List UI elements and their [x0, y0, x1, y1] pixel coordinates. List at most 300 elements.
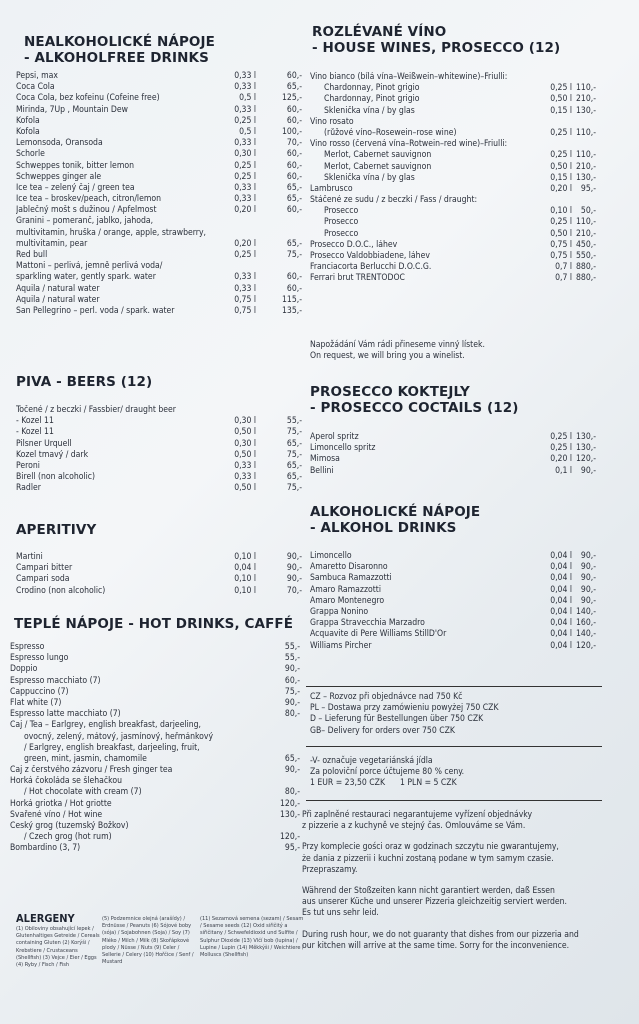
wine-item-volume: 0,50 l	[550, 94, 572, 105]
wine-item	[310, 83, 632, 94]
wine-item-price: 210,-	[576, 94, 596, 105]
nonalc-item-name: Kofola	[16, 115, 40, 126]
nonalc-item	[16, 284, 306, 295]
aperitif-item-name: Crodino (non alcoholic)	[16, 585, 106, 596]
beer-title: PIVA - BEERS (12)	[16, 374, 153, 390]
nonalc-item-name: Mirinda, 7Up , Mountain Dew	[16, 104, 128, 115]
hot-item-name: ovocný, zelený, mátový, jasmínový, heřmánkový	[24, 731, 214, 742]
alcohol-item-volume: 0,04 l	[550, 573, 572, 584]
prosecco-item-price: 90,-	[580, 465, 596, 476]
alcohol-item-volume: 0,04 l	[550, 618, 572, 629]
beer-item-name: Radler	[16, 483, 41, 494]
alcohol-item-volume: 0,04 l	[550, 551, 572, 561]
nonalc-item-name: Coca Cola, bez kofeinu (Cofeine free)	[16, 93, 160, 104]
beer-item-name: Birell (non alcoholic)	[16, 472, 96, 483]
alcohol-item	[310, 562, 632, 573]
wine-item-name: Lambrusco	[310, 183, 353, 194]
nonalc-item-price: 65,-	[286, 182, 302, 193]
nonalc-item-volume: 0,25 l	[234, 160, 256, 171]
hot-item-name: / Earlgrey, english breakfast, darjeeling, fruit,	[24, 742, 200, 753]
nonalc-item	[16, 71, 306, 82]
prosecco-item-price: 120,-	[576, 454, 596, 465]
nonalc-item	[16, 93, 306, 104]
nonalc-item-name: multivitamin, hruška / orange, apple, strawberry,	[16, 227, 207, 238]
alcohol-item-price: 140,-	[576, 606, 596, 617]
wine-item-volume: 0,7 l	[555, 273, 572, 284]
wine-title-line1: ROZLÉVANÉ VÍNO	[312, 24, 447, 40]
rush-hour-note-line: z pizzerie a z kuchyně ve stejný čas. Omlouváme se Vám.	[302, 821, 526, 832]
wine-item-volume: 0,25 l	[550, 150, 572, 161]
hot-item-name: Český grog (tuzemský Božkov)	[10, 821, 129, 831]
wine-item	[310, 139, 632, 150]
hot-item-name: Cappuccino (7)	[10, 686, 69, 697]
nonalc-item-name: Red bull	[16, 250, 48, 260]
allergens	[16, 912, 316, 969]
allergens-col3: (11) Sezamová semena (sezam) / Sesam / Sesame seeds (12) Oxid siřičitý a siřičitany / Schwefeldioxid und Sulfite / Sulphur Dioxide (13) Vlčí bob (lupina) / Lupine / Lupin (14) Měkkýši / Weichtiere / Molluscs (Shellfish)	[200, 916, 304, 959]
beer-item-volume: 0,50 l	[234, 483, 256, 494]
wine-item-price: 110,-	[576, 150, 596, 161]
hot-item	[10, 810, 304, 821]
hot-item	[10, 776, 304, 787]
beer-item-volume: 0,33 l	[234, 460, 256, 471]
nonalc-item	[16, 228, 306, 239]
wine-item-price: 95,-	[580, 183, 596, 194]
alcohol-item-price: 90,-	[580, 562, 596, 573]
hot-item-price: 80,-	[284, 709, 300, 720]
nonalc-item-name: Lemonsoda, Oransoda	[16, 138, 103, 149]
aperitif-title: APERITIVY	[16, 522, 97, 538]
nonalc-item	[16, 205, 306, 216]
wine-item-name: Vino rosso (červená vína–Rotwein–red wine)–Friulli:	[310, 139, 508, 150]
wine-item	[310, 184, 632, 195]
beer-item-name: Kozel tmavý / dark	[16, 449, 89, 460]
nonalc-item-name: Aquila / natural water	[16, 283, 100, 294]
nonalc-item	[16, 138, 306, 149]
aperitif-item-name: Martini	[16, 552, 43, 562]
hot-item-price: 75,-	[284, 686, 300, 697]
nonalc-item-name: Mattoni – perlivá, jemně perlivá voda/	[16, 261, 163, 272]
hot-item-name: Espresso macchiato (7)	[10, 675, 101, 686]
nonalc-item-name: Kofola	[16, 126, 40, 137]
aperitif-item-volume: 0,10 l	[234, 552, 256, 562]
wine-item-name: Chardonnay, Pinot grigio	[324, 83, 420, 94]
alcohol-item-volume: 0,04 l	[550, 584, 572, 595]
vegetarian-line: -V- označuje vegetariánská jídla	[310, 756, 433, 766]
hot-item-name: Horká griotka / Hot griotte	[10, 798, 112, 809]
allergens-title: ALERGENY	[16, 912, 75, 925]
wine-item-price: 110,-	[576, 127, 596, 138]
nonalc-item-volume: 0,25 l	[234, 250, 256, 260]
alcohol-item-volume: 0,04 l	[550, 640, 572, 651]
alcohol-item-price: 160,-	[576, 618, 596, 629]
nonalc-item	[16, 149, 306, 160]
wine-item-name: Ferrari brut TRENTODOC	[310, 273, 405, 284]
rush-hour-note-line: aus unserer Küche und unserer Pizzeria gleichzeitig serviert werden.	[302, 897, 567, 908]
alcohol-item	[310, 585, 632, 596]
alcohol-item-volume: 0,04 l	[550, 606, 572, 617]
prosecco-item	[310, 454, 632, 465]
nonalc-item-name: Aquila / natural water	[16, 294, 100, 305]
nonalc-item-price: 100,-	[282, 126, 302, 137]
nonalc-item-price: 70,-	[286, 138, 302, 149]
aperitif-item-name: Campari bitter	[16, 563, 73, 574]
aperitif-item-price: 90,-	[286, 574, 302, 585]
wine-item-volume: 0,75 l	[550, 251, 572, 261]
wine-item-price: 50,-	[580, 206, 596, 217]
beer-item-name: Peroni	[16, 460, 40, 471]
nonalc-item-volume: 0,25 l	[234, 115, 256, 126]
rush-hour-note-line: Przepraszamy.	[302, 864, 358, 875]
winelist-note	[310, 340, 485, 362]
delivery-info	[310, 692, 499, 737]
rush-hour-note	[302, 842, 612, 876]
aperitif-item-price: 70,-	[286, 585, 302, 596]
hot-item	[10, 743, 304, 754]
wine-item-volume: 0,15 l	[550, 172, 572, 183]
exchange-rates	[310, 778, 590, 789]
prosecco-title-line1: PROSECCO KOKTEJLY	[310, 384, 470, 400]
nonalc-item-price: 60,-	[286, 272, 302, 283]
wine-item-name: (růžové víno–Rosewein–rose wine)	[324, 127, 457, 138]
wine-item-price: 450,-	[576, 239, 596, 250]
prosecco-item-volume: 0,25 l	[550, 432, 572, 442]
wine-item-name: Franciacorta Berlucchi D.O.C.G.	[310, 262, 432, 273]
prosecco-title-line2: - PROSECCO COCTAILS (12)	[310, 400, 519, 416]
rush-hour-note-line: że dania z pizzerii i kuchni zostaną podane w tym samym czasie.	[302, 853, 554, 864]
nonalc-item	[16, 172, 306, 183]
wine-item	[310, 128, 632, 139]
hot-item-price: 80,-	[284, 787, 300, 798]
nonalc-item-price: 60,-	[286, 160, 302, 171]
nonalc-item	[16, 295, 306, 306]
hot-item-price: 55,-	[284, 653, 300, 664]
alcohol-title	[310, 504, 480, 536]
wine-item	[310, 195, 632, 206]
nonalc-item-volume: 0,33 l	[234, 182, 256, 193]
wine-item	[310, 94, 632, 105]
prosecco-item	[310, 443, 632, 454]
beer-item-name: Točené / z beczki / Fassbier/ draught beer	[16, 405, 176, 415]
wine-item	[310, 229, 632, 240]
nonalc-item-price: 115,-	[282, 294, 302, 305]
alcohol-item-price: 90,-	[580, 595, 596, 606]
hot-item	[10, 720, 304, 731]
prosecco-list	[310, 432, 632, 477]
wine-item-name: Prosecco Valdobbiadene, láhev	[310, 251, 430, 261]
wine-item-name: Sklenička vína / by glas	[324, 105, 415, 116]
wine-item	[310, 273, 632, 284]
hot-item	[10, 664, 304, 675]
wine-item-volume: 0,25 l	[550, 217, 572, 228]
wine-item	[310, 206, 632, 217]
hot-item-price: 130,-	[280, 809, 300, 820]
nonalc-item-price: 125,-	[282, 93, 302, 104]
nonalc-item-price: 65,-	[286, 82, 302, 93]
nonalc-item-price: 60,-	[286, 205, 302, 216]
nonalc-item	[16, 272, 306, 283]
aperitif-item-name: Campari soda	[16, 574, 70, 585]
wine-item	[310, 106, 632, 117]
alcohol-item-name: Amaretto Disaronno	[310, 562, 388, 573]
hot-item-name: Doppio	[10, 664, 38, 675]
hot-item	[10, 732, 304, 743]
aperitif-item-volume: 0,04 l	[234, 563, 256, 574]
alcohol-item-name: Grappa Stravecchia Marzadro	[310, 618, 425, 629]
nonalc-title-line1: NEALKOHOLICKÉ NÁPOJE	[24, 34, 215, 50]
hot-item-price: 55,-	[284, 642, 300, 652]
nonalc-item-price: 75,-	[286, 250, 302, 260]
wine-item-volume: 0,50 l	[550, 228, 572, 239]
wine-item-price: 550,-	[576, 251, 596, 261]
nonalc-item-volume: 0,33 l	[234, 82, 256, 93]
rush-hour-note	[302, 810, 612, 832]
rush-hour-note-line: Es tut uns sehr leid.	[302, 908, 379, 919]
prosecco-item-volume: 0,20 l	[550, 454, 572, 465]
hot-item	[10, 698, 304, 709]
hot-item-price: 60,-	[284, 675, 300, 686]
nonalc-item-name: Pepsi, max	[16, 71, 58, 81]
hot-drinks-list	[10, 642, 304, 855]
nonalc-item	[16, 82, 306, 93]
rush-hour-note	[302, 886, 612, 920]
nonalc-item-name: Ice tea – zelený čaj / green tea	[16, 182, 135, 193]
wine-item	[310, 251, 632, 262]
nonalc-item-volume: 0,33 l	[234, 283, 256, 294]
alcohol-item-volume: 0,04 l	[550, 562, 572, 573]
nonalc-item	[16, 183, 306, 194]
nonalc-item-volume: 0,30 l	[234, 149, 256, 160]
alcohol-item	[310, 618, 632, 629]
prosecco-item-price: 130,-	[576, 443, 596, 454]
hot-item-name: Svařené víno / Hot wine	[10, 809, 103, 820]
alcohol-title-line1: ALKOHOLICKÉ NÁPOJE	[310, 504, 481, 520]
prosecco-item	[310, 466, 632, 477]
nonalc-item-name: multivitamin, pear	[16, 238, 88, 249]
rush-hour-note-line: Při zaplněné restauraci negarantujeme vyřízení objednávky	[302, 810, 533, 820]
beer-item-volume: 0,50 l	[234, 427, 256, 438]
prosecco-item-name: Aperol spritz	[310, 432, 359, 442]
hot-item-name: Čaj / Tea – Earlgrey, english breakfast, darjeeling,	[10, 720, 202, 731]
prosecco-item-name: Bellini	[310, 465, 334, 476]
alcohol-item	[310, 641, 632, 652]
delivery-line: PL – Dostawa przy zamówieniu powyżej 750 CZK	[310, 703, 499, 714]
beer-item-price: 65,-	[286, 438, 302, 449]
wine-item-price: 130,-	[576, 105, 596, 116]
wine-item-volume: 0,10 l	[550, 206, 572, 217]
beer-item-price: 75,-	[286, 427, 302, 438]
alcohol-item-price: 90,-	[580, 584, 596, 595]
aperitif-item	[16, 563, 306, 574]
alcohol-item-price: 90,-	[580, 573, 596, 584]
wine-item-name: Stáčené ze sudu / z beczki / Fass / draught:	[310, 195, 478, 206]
nonalc-item-volume: 0,20 l	[234, 205, 256, 216]
divider-2	[306, 746, 602, 747]
hot-item-name: Espresso latte macchiato (7)	[10, 709, 121, 720]
wine-list	[310, 72, 632, 285]
hot-drinks-title: TEPLÉ NÁPOJE - HOT DRINKS, CAFFÉ	[14, 616, 294, 632]
nonalc-title-line2: - ALKOHOLFREE DRINKS	[24, 50, 209, 66]
hot-item-name: / Czech grog (hot rum)	[24, 832, 112, 843]
prosecco-item	[310, 432, 632, 443]
nonalc-item-price: 60,-	[286, 71, 302, 81]
beer-item-price: 75,-	[286, 483, 302, 494]
wine-item-price: 880,-	[576, 273, 596, 284]
nonalc-item-price: 60,-	[286, 104, 302, 115]
wine-item	[310, 117, 632, 128]
delivery-line: GB– Delivery for orders over 750 CZK	[310, 725, 455, 736]
nonalc-item-price: 60,-	[286, 171, 302, 182]
wine-title	[312, 24, 560, 56]
nonalc-item-volume: 0,33 l	[234, 104, 256, 115]
aperitif-item	[16, 574, 306, 585]
prosecco-item-name: Limoncello spritz	[310, 443, 376, 454]
nonalc-item-volume: 0,75 l	[234, 305, 256, 316]
winelist-note-cz: Napožádání Vám rádi přineseme vinný lístek.	[310, 340, 485, 350]
hot-item-price: 65,-	[284, 753, 300, 764]
hot-item	[10, 653, 304, 664]
beer-item-volume: 0,33 l	[234, 472, 256, 483]
alcohol-item	[310, 573, 632, 584]
nonalc-item	[16, 216, 306, 227]
hot-item	[10, 787, 304, 798]
nonalc-item-name: Coca Cola	[16, 82, 55, 93]
aperitif-item	[16, 586, 306, 597]
rush-hour-note-line: our kitchen will arrive at the same time. Sorry for the inconvenience.	[302, 940, 570, 951]
wine-item-volume: 0,25 l	[550, 127, 572, 138]
beer-item-name: Pilsner Urquell	[16, 438, 72, 449]
wine-item	[310, 262, 632, 273]
beer-item	[16, 483, 306, 494]
delivery-line: D – Lieferung für Bestellungen über 750 CZK	[310, 714, 484, 725]
rush-hour-note	[302, 930, 612, 952]
nonalc-item-name: sparkling water, gently spark. water	[16, 272, 156, 283]
delivery-line: CZ – Rozvoz při objednávce nad 750 Kč	[310, 692, 463, 702]
wine-item-name: Vino rosato	[310, 116, 354, 127]
hot-item	[10, 843, 304, 854]
beer-item-volume: 0,50 l	[234, 449, 256, 460]
alcohol-item-name: Acquavite di Pere Williams StillD'Or	[310, 629, 447, 640]
wine-item-volume: 0,7 l	[555, 262, 572, 273]
wine-item-name: Vino bianco (bílá vína–Weißwein–whitewine)–Friulli:	[310, 72, 508, 82]
nonalc-item	[16, 127, 306, 138]
wine-item-price: 210,-	[576, 161, 596, 172]
beer-item-name: - Kozel 11	[16, 427, 54, 438]
wine-item-price: 210,-	[576, 228, 596, 239]
wine-item-name: Merlot, Cabernet sauvignon	[324, 161, 432, 172]
hot-item-name: Horká čokoláda se šlehačkou	[10, 776, 122, 787]
beer-item	[16, 450, 306, 461]
allergens-col1: (1) Obiloviny obsahující lepek / Glutenhaltiges Getreide / Cereals containing Gluten (2) Korýši / Krebstiere / Crustaceans (Shellfish) (3) Vejce / Eier / Eggs (4) Ryby / Fisch / Fish	[16, 926, 100, 969]
alcohol-item-price: 90,-	[580, 551, 596, 561]
wine-item-name: Prosecco	[324, 217, 359, 228]
nonalc-item-name: Granini – pomeranč, jablko, jahoda,	[16, 216, 154, 227]
nonalc-item-price: 60,-	[286, 149, 302, 160]
beer-item	[16, 416, 306, 427]
nonalc-item	[16, 194, 306, 205]
alcohol-item-name: Limoncello	[310, 551, 352, 561]
hot-item	[10, 754, 304, 765]
vegetarian-info	[310, 756, 464, 778]
beer-item-volume: 0,30 l	[234, 438, 256, 449]
wine-item-name: Merlot, Cabernet sauvignon	[324, 150, 432, 161]
beer-item	[16, 439, 306, 450]
hot-item-price: 95,-	[284, 843, 300, 854]
hot-item	[10, 642, 304, 653]
alcohol-item	[310, 607, 632, 618]
aperitif-list	[16, 552, 306, 597]
wine-item-name: Prosecco	[324, 228, 359, 239]
alcohol-item-name: Amaro Ramazzotti	[310, 584, 381, 595]
nonalc-item-volume: 0,25 l	[234, 171, 256, 182]
beer-item	[16, 427, 306, 438]
prosecco-item-volume: 0,25 l	[550, 443, 572, 454]
hot-item-name: green, mint, jasmin, chamomile	[24, 753, 147, 764]
nonalc-item-volume: 0,33 l	[234, 272, 256, 283]
beer-item	[16, 461, 306, 472]
beer-item-price: 75,-	[286, 449, 302, 460]
hot-item	[10, 821, 304, 832]
vegetarian-line: Za poloviční porce účtujeme 80 % ceny.	[310, 767, 465, 778]
rush-hour-note-line: Przy komplecie gości oraz w godzinach szczytu nie gwarantujemy,	[302, 842, 559, 853]
divider-1	[306, 686, 602, 687]
wine-item	[310, 162, 632, 173]
nonalc-item-volume: 0,33 l	[234, 194, 256, 205]
nonalc-item	[16, 239, 306, 250]
nonalc-item-name: Ice tea – broskev/peach, citron/lemon	[16, 194, 161, 205]
prosecco-cocktails-title	[310, 384, 518, 416]
wine-item-name: Sklenička vína / by glas	[324, 172, 415, 183]
nonalc-item-price: 65,-	[286, 194, 302, 205]
divider-3	[306, 800, 602, 801]
aperitif-item-volume: 0,10 l	[234, 574, 256, 585]
aperitif-item	[16, 552, 306, 563]
hot-item	[10, 676, 304, 687]
rush-hour-note-line: During rush hour, we do not guaranty that dishes from our pizzeria and	[302, 929, 579, 940]
nonalc-title	[24, 34, 215, 66]
nonalc-item-volume: 0,75 l	[234, 294, 256, 305]
hot-item-name: Bombardino (3, 7)	[10, 843, 81, 854]
wine-item-volume: 0,20 l	[550, 183, 572, 194]
nonalc-item	[16, 105, 306, 116]
nonalc-item	[16, 306, 306, 317]
wine-item-volume: 0,50 l	[550, 161, 572, 172]
hot-item	[10, 687, 304, 698]
hot-item-name: / Hot chocolate with cream (7)	[24, 787, 142, 798]
nonalc-item-name: Schorle	[16, 149, 45, 160]
nonalc-item	[16, 116, 306, 127]
winelist-note-en: On request, we will bring you a winelist.	[310, 351, 465, 362]
prosecco-item-price: 130,-	[576, 432, 596, 442]
aperitif-item-price: 90,-	[286, 563, 302, 574]
hot-item-name: Čaj z čerstvého zázvoru / Fresh ginger tea	[10, 765, 173, 776]
wine-item-price: 110,-	[576, 83, 596, 94]
alcohol-item-price: 120,-	[576, 640, 596, 651]
wine-item-name: Prosecco	[324, 206, 359, 217]
wine-item	[310, 217, 632, 228]
allergens-col2: (5) Podzemnice olejná (arašídy) / Erdnüsse / Peanuts (6) Sójové boby (sója) / Sojabohnen (Soja) / Soy (7) Mléko / Milch / Milk (8) Skořápkové plody / Nüsse / Nuts (9) Celer / Sellerie / Celery (10) Hořčice / Senf / Mustard	[102, 916, 194, 966]
nonalc-item-volume: 0,5 l	[239, 126, 256, 137]
nonalc-item-name: Jablečný mošt s dužinou / Apfelmost	[16, 205, 157, 216]
beer-item-volume: 0,30 l	[234, 416, 256, 427]
alcohol-item-name: Grappa Nonino	[310, 606, 369, 617]
hot-item-price: 120,-	[280, 798, 300, 809]
nonalc-item-price: 60,-	[286, 283, 302, 294]
hot-item-name: Espresso	[10, 642, 45, 652]
alcohol-item-volume: 0,04 l	[550, 595, 572, 606]
beer-item	[16, 405, 306, 416]
alcohol-item-name: Sambuca Ramazzotti	[310, 573, 392, 584]
alcohol-item-name: Williams Pircher	[310, 640, 372, 651]
